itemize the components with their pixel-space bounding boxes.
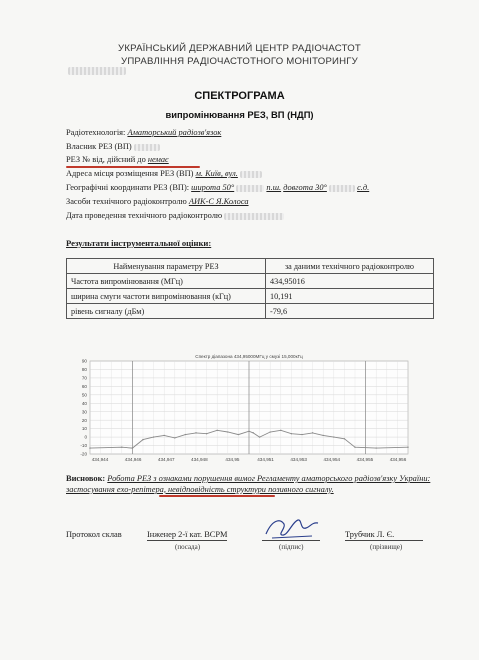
- protocol-label: Протокол склав: [66, 530, 122, 539]
- owner-label: Власник РЕЗ (ВП): [66, 142, 132, 151]
- spectrum-point: [153, 436, 154, 437]
- y-tick-label: -10: [80, 443, 87, 449]
- date-label: Дата проведення технічного радіоконтролю: [66, 211, 223, 220]
- permit-value: немає: [147, 155, 169, 164]
- conclusion-text: Робота РЕЗ з ознаками порушення вимог Регламенту аматорського радіозв'язку України: застосування еxо-репітера, невідповідність структури позивного сигналу.: [66, 474, 431, 494]
- coords-lon-suffix: с.д.: [357, 183, 370, 192]
- spectrum-point: [344, 438, 345, 439]
- coords-lon: довгота 30°: [283, 183, 327, 192]
- spectrum-point: [259, 436, 260, 437]
- spectrum-point: [248, 430, 249, 431]
- spectrum-point: [291, 433, 292, 434]
- address-label: Адреса місця розміщення РЕЗ (ВП): [66, 169, 194, 178]
- spectrum-point: [142, 439, 143, 440]
- table-cell-name: Частота випромінювання (МГц): [67, 274, 266, 289]
- coords-row: [66, 183, 369, 192]
- spectrum-point: [323, 435, 324, 436]
- y-tick-label: 10: [81, 426, 87, 432]
- means-label: Засоби технічного радіоконтролю: [66, 197, 187, 206]
- table-cell-name: ширина смуги частоти випромінювання (кГц): [67, 289, 266, 304]
- spectrum-point: [164, 435, 165, 436]
- y-tick-label: 20: [81, 417, 87, 423]
- coords-lat-suffix: п.ш.: [266, 183, 282, 192]
- redacted-area: [134, 144, 160, 151]
- x-tick-label: 434,948: [191, 457, 208, 462]
- x-tick-label: 434,944: [91, 457, 109, 462]
- redacted-area: [240, 171, 262, 178]
- y-tick-label: 90: [81, 358, 87, 364]
- spectrum-point: [407, 447, 408, 448]
- signature-line: [262, 540, 320, 541]
- y-tick-label: 80: [81, 367, 87, 373]
- conclusion-label: Висновок:: [66, 474, 106, 483]
- x-tick-label: 434,956: [389, 457, 407, 462]
- permit-valid: , дійсний до: [102, 155, 146, 164]
- table-row: [67, 274, 434, 289]
- x-tick-label: 434,955: [356, 457, 374, 462]
- redacted-area: [68, 67, 126, 75]
- address-row: [66, 169, 262, 178]
- y-tick-label: 70: [81, 375, 87, 381]
- x-tick-label: 434,951: [257, 457, 274, 462]
- spectrum-point: [195, 432, 196, 433]
- signature-mark: [262, 514, 324, 542]
- position-caption: (посада): [175, 543, 201, 551]
- org-line-2: УПРАВЛІННЯ РАДІОЧАСТОТНОГО МОНІТОРИНГУ: [121, 56, 358, 67]
- spectrum-point: [217, 430, 218, 431]
- name-caption: (прізвище): [370, 543, 403, 551]
- redacted-area: [224, 213, 284, 220]
- address-value: м. Київ, вул.: [195, 169, 238, 178]
- means-value: АИК-С Я.Колоса: [188, 197, 249, 206]
- table-row: [67, 289, 434, 304]
- signature-caption: (підпис): [279, 543, 304, 551]
- spectrum-point: [280, 430, 281, 431]
- y-tick-label: 30: [81, 409, 87, 415]
- spectrum-point: [132, 447, 133, 448]
- table-cell-value: 434,95016: [266, 274, 434, 289]
- spectrum-point: [121, 447, 122, 448]
- results-title: Результати інструментальної оцінки:: [66, 238, 212, 248]
- permit-from: від: [92, 155, 103, 164]
- y-tick-label: 60: [81, 383, 87, 389]
- x-tick-label: 434,947: [157, 457, 175, 462]
- spectrum-point: [354, 447, 355, 448]
- table-header-value: за даними технічного радіоконтролю: [266, 259, 434, 274]
- y-tick-label: 0: [84, 434, 87, 440]
- permit-label: РЕЗ №: [66, 155, 91, 164]
- spectrum-point: [312, 432, 313, 433]
- spectrum-point: [227, 431, 228, 432]
- spectrum-point: [206, 433, 207, 434]
- spectrum-point: [89, 447, 90, 448]
- table-cell-name: рівень сигналу (дБм): [67, 304, 266, 319]
- spectrum-point: [333, 436, 334, 437]
- date-row: [66, 211, 284, 220]
- document-title: СПЕКТРОГРАМА: [194, 90, 285, 102]
- radiotech-label: Радіотехнологія:: [66, 128, 126, 137]
- redacted-area: [329, 185, 355, 192]
- conclusion-block: [66, 474, 446, 495]
- chart-title: Спектр діапазона 434,95000МГц у смузі 15,000кГц: [195, 354, 303, 359]
- red-underline: [159, 495, 275, 497]
- document-subtitle: випромінювання РЕЗ, ВП (НДП): [165, 109, 314, 120]
- coords-lat: широта 50°: [191, 183, 235, 192]
- org-line-1: УКРАЇНСЬКИЙ ДЕРЖАВНИЙ ЦЕНТР РАДІОЧАСТОТ: [118, 43, 361, 54]
- red-underline: [66, 166, 200, 168]
- spectrum-point: [301, 434, 302, 435]
- x-tick-label: 434,95: [225, 457, 240, 462]
- spectrum-point: [238, 434, 239, 435]
- table-header-param: Найменування параметру РЕЗ: [67, 259, 266, 274]
- spectrum-point: [253, 432, 254, 433]
- spectrum-point: [174, 437, 175, 438]
- spectrum-point: [376, 447, 377, 448]
- y-tick-label: 50: [81, 392, 87, 398]
- x-tick-label: 434,946: [124, 457, 142, 462]
- table-header-row: [67, 259, 434, 274]
- spectrum-chart: [66, 351, 416, 466]
- x-tick-label: 434,954: [323, 457, 341, 462]
- y-tick-label: -20: [80, 451, 87, 457]
- results-table: [66, 258, 434, 319]
- means-row: [66, 197, 249, 206]
- coords-label: Географічні координати РЕЗ (ВП):: [66, 183, 190, 192]
- table-cell-value: 10,191: [266, 289, 434, 304]
- owner-row: [66, 142, 160, 151]
- spectrum-point: [185, 434, 186, 435]
- table-cell-value: -79,6: [266, 304, 434, 319]
- name-value: Трубчик Л. Є.: [345, 530, 423, 541]
- spectrum-point: [270, 431, 271, 432]
- x-tick-label: 434,953: [290, 457, 307, 462]
- permit-row: [66, 155, 169, 164]
- position-value: Інженер 2-ї кат. ВСРМ: [147, 530, 228, 539]
- y-tick-label: 40: [81, 400, 87, 406]
- table-row: [67, 304, 434, 319]
- radiotech-value: Аматорський радіозв'язок: [127, 128, 222, 137]
- redacted-area: [236, 185, 264, 192]
- radiotech-row: [66, 128, 221, 137]
